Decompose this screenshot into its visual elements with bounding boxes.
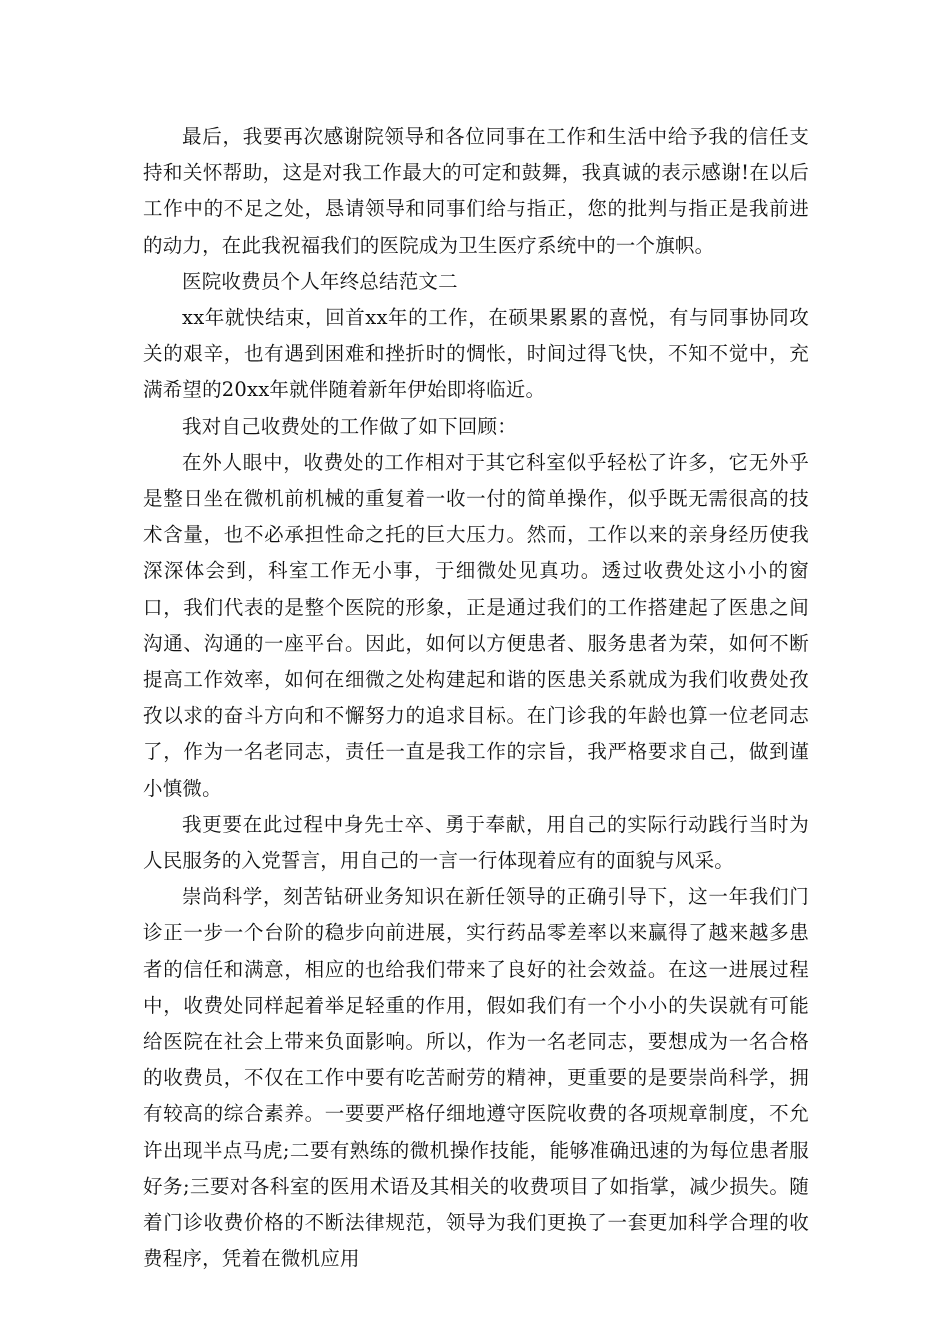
paragraph-science: 崇尚科学，刻苦钻研业务知识在新任领导的正确引导下，这一年我们门诊正一步一个台阶的稳步向前进展，实行药品零差率以来赢得了越来越多患者的信任和满意，相应的也给我们带来了良好的社会效益。在这一进展过程中，收费处同样起着举足轻重的作用，假如我们有一个小小的失误就有可能给医院在社会上带来负面影响。所以，作为一名老同志，要想成为一名合格的收费员，不仅在工作中要有吃苦耐劳的精神，更重要的是要崇尚科学，拥有较高的综合素养。一要要严格仔细地遵守医院收费的各项规章制度，不允许出现半点马虎;二要有熟练的微机操作技能，能够准确迅速的为每位患者服好务;三要对各科室的医用术语及其相关的收费项目了如指掌，减少损失。随着门诊收费价格的不断法律规范，领导为我们更换了一套更加科学合理的收费程序，凭着在微机应用: [143, 885, 809, 1271]
document-page: [143, 119, 809, 1278]
paragraph-review-lead: 我对自己收费处的工作做了如下回顾：: [182, 414, 517, 438]
paragraph-dedication: 我更要在此过程中身先士卒、勇于奉献，用自己的实际行动践行当时为人民服务的入党誓言，用自己的一言一行体现着应有的面貌与风采。: [143, 812, 809, 873]
paragraph-cashier-work: 在外人眼中，收费处的工作相对于其它科室似乎轻松了许多，它无外乎是整日坐在微机前机械的重复着一收一付的简单操作，似乎既无需很高的技术含量，也不必承担性命之托的巨大压力。然而，工作以来的亲身经历使我深深体会到，科室工作无小事，于细微处见真功。透过收费处这小小的窗口，我们代表的是整个医院的形象，正是通过我们的工作搭建起了医患之间沟通、沟通的一座平台。因此，如何以方便患者、服务患者为荣，如何不断提高工作效率，如何在细微之处构建起和谐的医患关系就成为我们收费处孜孜以求的奋斗方向和不懈努力的追求目标。在门诊我的年龄也算一位老同志了，作为一名老同志，责任一直是我工作的宗旨，我严格要求自己，做到谨小慎微。: [143, 450, 809, 800]
paragraph-year-intro: xx年就快结束，回首xx年的工作，在硕果累累的喜悦，有与同事协同攻关的艰辛，也有遇到困难和挫折时的惆怅，时间过得飞快，不知不觉中，充满希望的20xx年就伴随着新年伊始即将临近。: [143, 306, 809, 402]
paragraph-closing-thanks: 最后，我要再次感谢院领导和各位同事在工作和生活中给予我的信任支持和关怀帮助，这是对我工作最大的可定和鼓舞，我真诚的表示感谢!在以后工作中的不足之处，恳请领导和同事们给与指正，您的批判与指正是我前进的动力，在此我祝福我们的医院成为卫生医疗系统中的一个旗帜。: [143, 125, 809, 257]
section-heading: 医院收费员个人年终总结范文二: [182, 269, 458, 293]
